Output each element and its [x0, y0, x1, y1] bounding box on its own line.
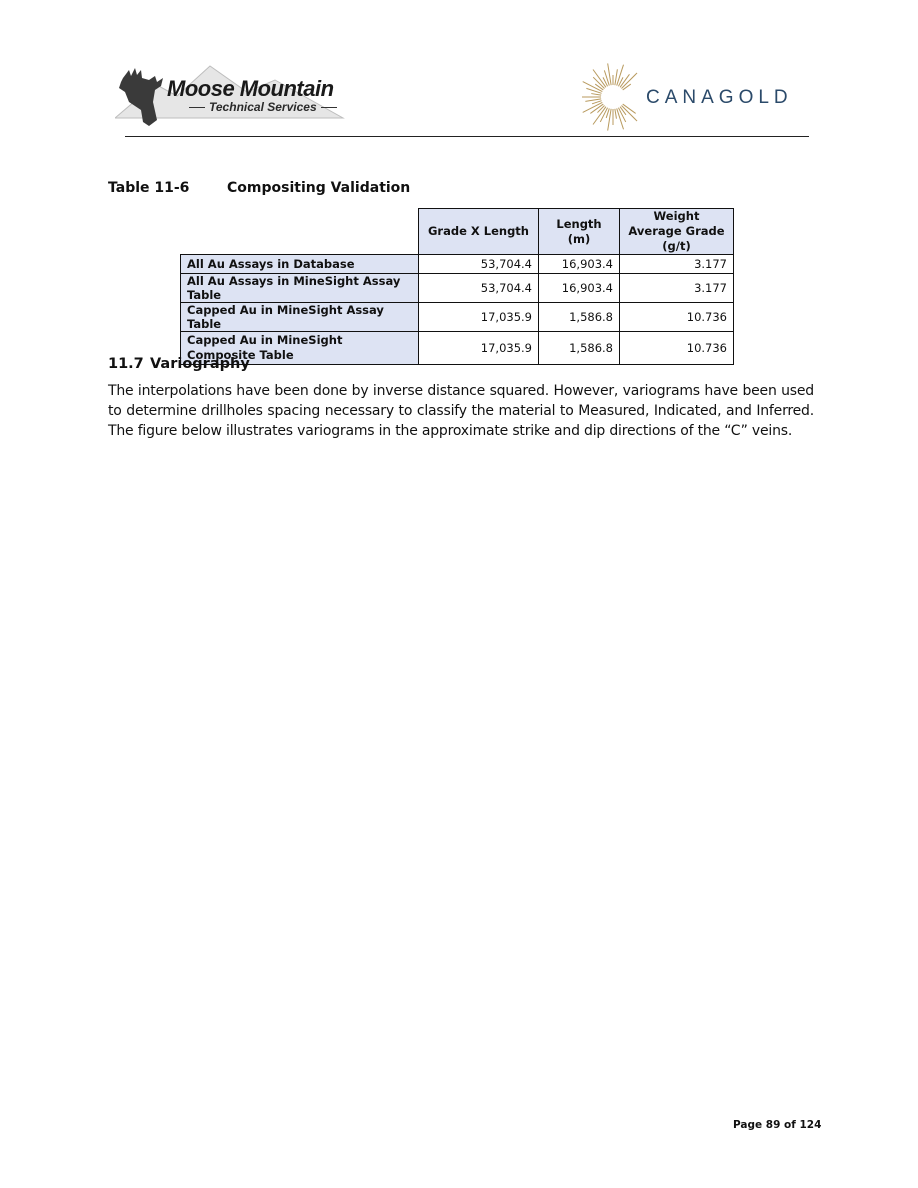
- sunburst-ray: [615, 109, 617, 119]
- sunburst-ray: [591, 94, 601, 96]
- section-number: 11.7: [108, 356, 144, 372]
- section-title: Variography: [150, 356, 250, 372]
- table-caption: [108, 180, 410, 196]
- compositing-validation-table: [180, 208, 734, 365]
- sunburst-ray: [586, 88, 601, 93]
- moose-mountain-tagline: Technical Services: [185, 100, 341, 114]
- sunburst-ray: [623, 84, 631, 90]
- table-row: [181, 274, 734, 303]
- cell-length: 16,903.4: [539, 274, 620, 303]
- table-number: Table 11-6: [108, 180, 190, 196]
- row-label: All Au Assays in MineSight Assay Table: [181, 274, 419, 303]
- page-number: Page 89 of 124: [733, 1119, 822, 1131]
- table-title: Compositing Validation: [227, 180, 411, 196]
- column-header-grade-x-length: Grade X Length: [419, 209, 539, 255]
- cell-grade-x-length: 53,704.4: [419, 255, 539, 274]
- cell-weight-average-grade: 3.177: [620, 255, 734, 274]
- table-corner-cell: [181, 209, 419, 255]
- column-header-length: Length (m): [539, 209, 620, 255]
- cell-length: 1,586.8: [539, 303, 620, 332]
- cell-weight-average-grade: 10.736: [620, 332, 734, 365]
- sunburst-ray: [615, 69, 618, 85]
- cell-grade-x-length: 17,035.9: [419, 303, 539, 332]
- row-label: All Au Assays in Database: [181, 255, 419, 274]
- section-heading: [108, 356, 250, 372]
- table-row: [181, 303, 734, 332]
- body-paragraph: The interpolations have been done by inverse distance squared. However, variograms have been used to determine drillholes spacing necessary to classify the material to Measured, Indicated, and Inferred. The figure below illustrates variograms in the approximate strike and dip directions of the “C” veins.: [108, 383, 814, 439]
- cell-weight-average-grade: 10.736: [620, 303, 734, 332]
- cell-weight-average-grade: 3.177: [620, 274, 734, 303]
- moose-mountain-logo: [115, 62, 345, 130]
- canagold-sunburst-icon: [582, 62, 644, 132]
- header-divider: [125, 136, 809, 137]
- cell-grade-x-length: 53,704.4: [419, 274, 539, 303]
- row-label: Capped Au in MineSight Composite Table: [181, 332, 419, 365]
- page-header: [0, 0, 918, 140]
- sunburst-ray: [604, 70, 609, 85]
- sunburst-ray: [585, 99, 601, 102]
- cell-grade-x-length: 17,035.9: [419, 332, 539, 365]
- canagold-logo: [582, 62, 812, 132]
- sunburst-ray: [597, 105, 604, 112]
- table-row: [181, 332, 734, 365]
- row-label: Capped Au in MineSight Assay Table: [181, 303, 419, 332]
- cell-length: 16,903.4: [539, 255, 620, 274]
- canagold-name: CANAGOLD: [646, 87, 793, 108]
- moose-mountain-name: Moose Mountain: [167, 76, 334, 101]
- table-header-row: [181, 209, 734, 255]
- table-row: [181, 255, 734, 274]
- cell-length: 1,586.8: [539, 332, 620, 365]
- column-header-weight-average-grade: Weight Average Grade (g/t): [620, 209, 734, 255]
